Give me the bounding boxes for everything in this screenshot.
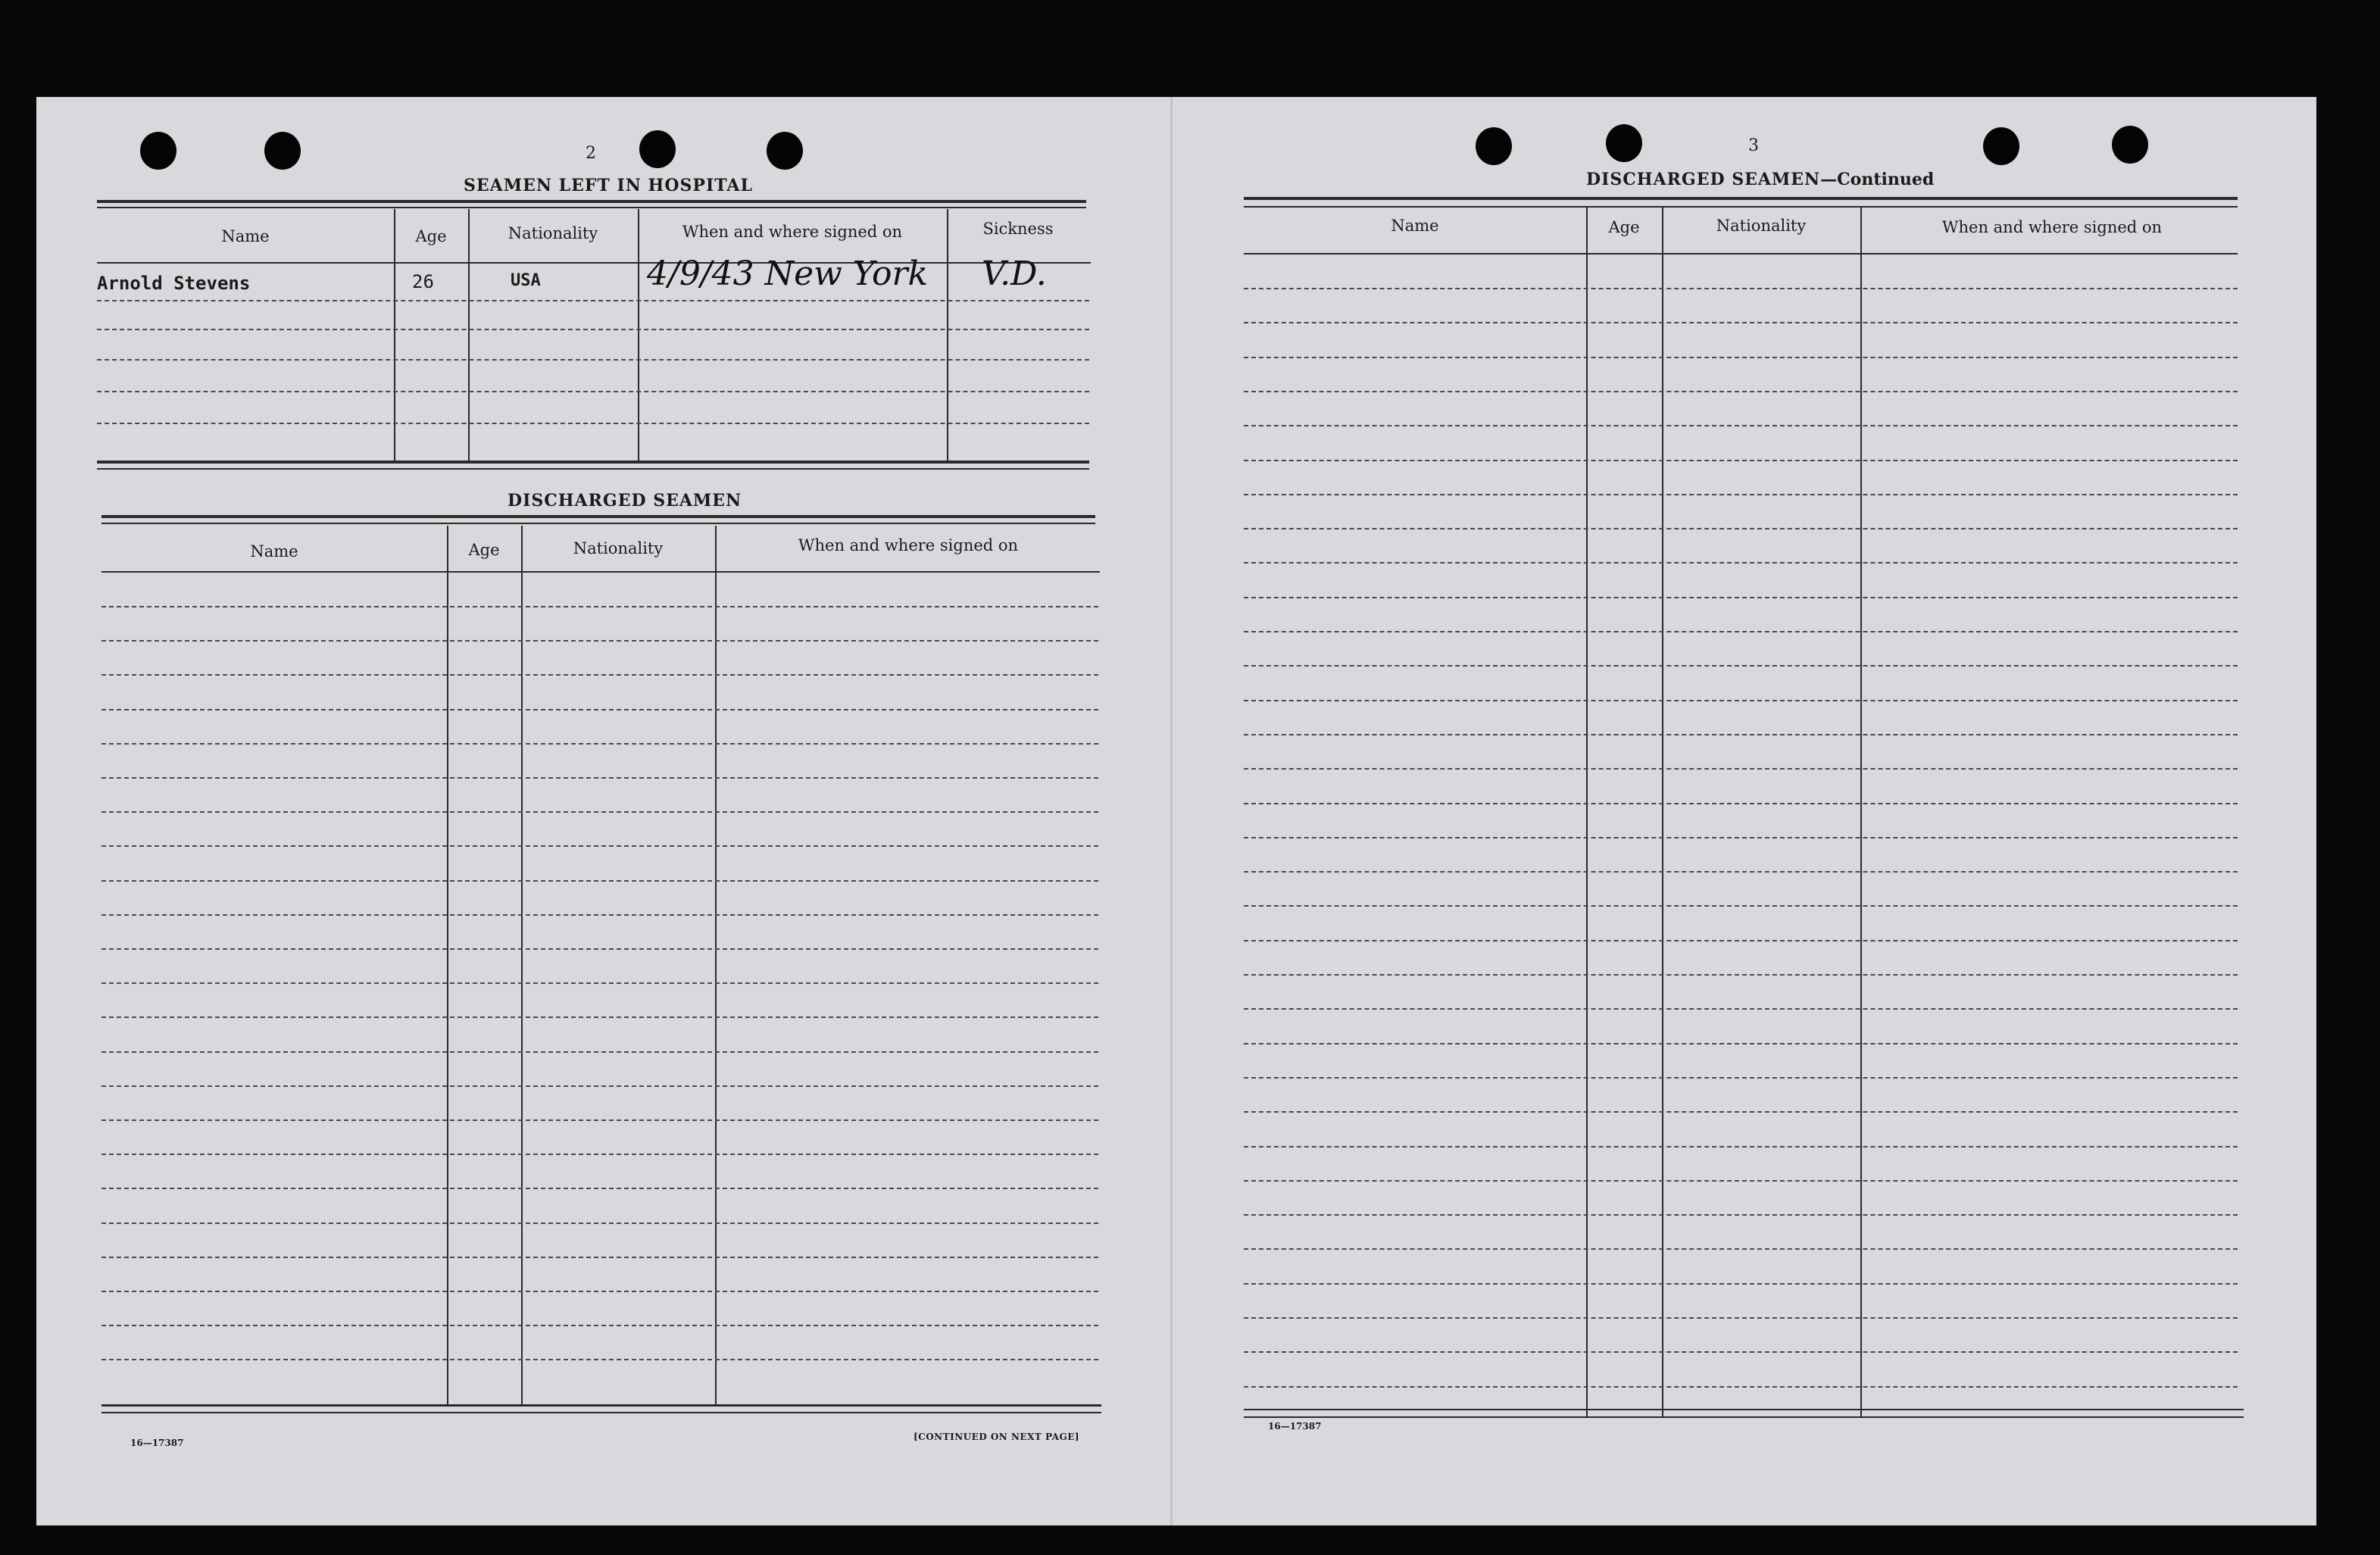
hospital-row-sickness: V.D. — [982, 254, 1047, 293]
table-row — [102, 674, 1098, 676]
table-row — [102, 606, 1098, 607]
table-row — [1244, 494, 2238, 495]
table-row — [1244, 1248, 2238, 1250]
table-row — [1244, 871, 2238, 873]
discharged-table — [102, 515, 1101, 1432]
table-row — [102, 1188, 1098, 1189]
hospital-section-title: SEAMEN LEFT IN HOSPITAL — [464, 176, 753, 195]
table-row — [1244, 288, 2238, 289]
table-row — [1244, 562, 2238, 564]
discharged-col-name: Name — [250, 542, 298, 560]
punch-hole — [1983, 127, 2019, 165]
table-row — [1244, 597, 2238, 598]
hospital-row-signed-on: 4/9/43 New York — [647, 254, 929, 293]
punch-hole — [2112, 126, 2148, 164]
table-row — [1244, 460, 2238, 461]
table-row — [102, 1051, 1098, 1053]
hospital-col-age: Age — [415, 227, 447, 245]
table-row — [1244, 425, 2238, 426]
continued-col-nationality: Nationality — [1716, 217, 1807, 235]
table-row — [102, 845, 1098, 847]
table-row — [102, 1359, 1098, 1360]
table-row — [102, 1119, 1098, 1121]
table-row — [1244, 1386, 2238, 1388]
page-number-right: 3 — [1748, 136, 1759, 155]
table-row — [102, 948, 1098, 950]
discharged-col-nationality: Nationality — [573, 539, 664, 557]
discharged-section-title: DISCHARGED SEAMEN — [508, 491, 742, 511]
form-number-left: 16—17387 — [130, 1438, 184, 1448]
table-row — [102, 1154, 1098, 1155]
hospital-col-sickness: Sickness — [982, 220, 1054, 238]
table-row — [102, 1257, 1098, 1258]
table-row — [102, 1222, 1098, 1224]
table-row — [1244, 357, 2238, 358]
discharged-col-age: Age — [468, 541, 500, 559]
table-row — [1244, 1077, 2238, 1079]
table-row — [1244, 700, 2238, 701]
table-row — [102, 1085, 1098, 1087]
table-row — [1244, 837, 2238, 838]
continued-note: [CONTINUED ON NEXT PAGE] — [914, 1432, 1080, 1442]
punch-hole — [264, 132, 301, 170]
table-row — [1244, 1008, 2238, 1010]
table-row — [102, 914, 1098, 916]
table-row — [102, 743, 1098, 745]
table-row — [102, 880, 1098, 882]
continued-col-name: Name — [1391, 217, 1439, 235]
table-row — [1244, 322, 2238, 323]
table-row — [1244, 1146, 2238, 1148]
table-row — [1244, 1043, 2238, 1044]
table-row — [1244, 391, 2238, 392]
table-row — [102, 1325, 1098, 1326]
table-row — [1244, 940, 2238, 941]
table-row — [1244, 631, 2238, 632]
form-number-right: 16—17387 — [1268, 1421, 1322, 1432]
continued-col-age: Age — [1608, 218, 1640, 236]
table-row — [1244, 803, 2238, 804]
discharged-continued-title — [1586, 170, 1934, 189]
page-fold — [1170, 97, 1173, 1525]
continued-col-signed-on: When and where signed on — [1941, 218, 2163, 236]
punch-hole — [140, 132, 176, 170]
hospital-row-nationality: USA — [511, 271, 541, 290]
table-row — [1244, 1214, 2238, 1216]
discharged-continued-title-suffix: —Continued — [1820, 170, 1935, 189]
table-row — [1244, 768, 2238, 770]
table-row — [1244, 905, 2238, 907]
table-row — [1244, 1283, 2238, 1285]
table-row — [102, 640, 1098, 642]
table-row — [102, 1291, 1098, 1292]
punch-hole — [1606, 124, 1642, 162]
table-row — [102, 777, 1098, 779]
hospital-col-signed-on: When and where signed on — [682, 223, 903, 241]
discharged-continued-table — [1244, 197, 2244, 1419]
table-row — [1244, 665, 2238, 667]
table-row — [1244, 1111, 2238, 1113]
table-row — [1244, 974, 2238, 976]
discharged-col-signed-on: When and where signed on — [798, 536, 1019, 554]
table-row — [1244, 1180, 2238, 1182]
discharged-continued-title-bold: DISCHARGED SEAMEN — [1586, 170, 1821, 189]
hospital-col-name: Name — [221, 227, 270, 245]
page-number-left: 2 — [586, 144, 596, 163]
punch-hole — [639, 130, 676, 168]
hospital-table — [97, 200, 1089, 476]
table-row — [102, 1016, 1098, 1018]
hospital-row-name: Arnold Stevens — [97, 273, 251, 294]
table-row — [102, 709, 1098, 710]
table-row — [1244, 1317, 2238, 1319]
table-row — [1244, 734, 2238, 735]
punch-hole — [1476, 127, 1512, 165]
table-row — [102, 982, 1098, 984]
hospital-col-nationality: Nationality — [508, 224, 598, 242]
punch-hole — [767, 132, 803, 170]
hospital-row-age: 26 — [412, 271, 434, 292]
table-row — [1244, 528, 2238, 529]
table-row — [1244, 1351, 2238, 1353]
table-row — [102, 811, 1098, 813]
